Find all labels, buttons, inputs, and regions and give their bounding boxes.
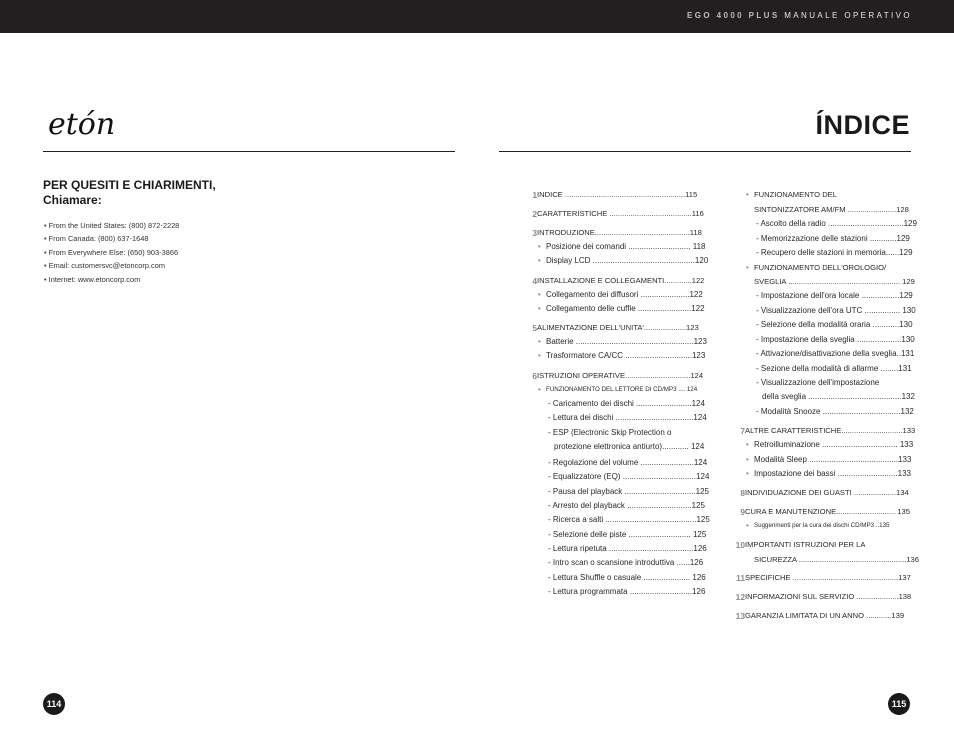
toc-label: CURA E MANUTENZIONE............................ 135 [745,507,910,516]
toc-section-number: 1 [532,190,537,200]
toc-label: ISTRUZIONI OPERATIVE...............................124 [537,371,704,380]
toc-label: - Intro scan o scansione introduttiva ......126 [548,558,704,567]
toc-label: Collegamento delle cuffie ........................122 [546,304,705,313]
toc-label: INFORMAZIONI SUL SERVIZIO ....................138 [745,592,912,601]
toc-label: SVEGLIA ..................................................... 129 [754,277,915,286]
toc-label: - Sezione della modalità di allarme ........131 [756,364,912,373]
contact-heading-line1: PER QUESITI E CHIARIMENTI, [43,178,216,192]
toc-label: CARATTERISTICHE .......................................116 [537,209,704,218]
toc-label: - ESP (Electronic Skip Protection o [548,428,672,437]
toc-label: IMPORTANTI ISTRUZIONI PER LA [745,540,866,549]
toc-label: - Visualizzazione dell'ora UTC ................ 130 [756,306,916,315]
toc-label: FUNZIONAMENTO DELL'OROLOGIO/ [754,263,887,272]
header-model: EGO 4000 PLUS [687,11,780,20]
toc-section-number: 11 [736,573,745,583]
toc-section-number: 12 [735,592,745,602]
toc-label: - Pausa del playback ................................125 [548,487,709,496]
toc-label: - Regolazione del volume ........................124 [548,458,708,467]
toc-label: INDIVIDUAZIONE DEI GUASTI ....................134 [745,488,909,497]
toc-label: - Attivazione/disattivazione della sveglia..131 [756,349,915,358]
eton-logo [46,106,161,142]
toc-label: - Lettura dei dischi ...................................124 [548,413,707,422]
toc-label: Suggerimenti per la cura dei dischi CD/MP3 ..135 [754,522,890,529]
page-title: ÍNDICE [815,110,910,140]
toc-bullet-icon: • [538,256,541,265]
toc-label: - Lettura ripetuta ......................................126 [548,544,707,553]
header-bar [0,0,954,33]
toc-bullet-icon: • [746,469,749,478]
toc-bullet-icon: • [538,290,541,299]
toc-section-number: 9 [740,507,745,517]
toc-label: - Impostazione dell'ora locale .................129 [756,291,913,300]
toc-bullet-icon: • [538,337,541,346]
contact-item: • From the United States: (800) 872-2228 [44,219,179,232]
toc-label: INSTALLAZIONE E COLLEGAMENTI.............122 [537,276,705,285]
toc-bullet-icon: • [746,440,749,449]
toc-label: ALTRE CARATTERISTICHE.............................133 [745,426,916,435]
contact-item: • From Canada: (800) 637-1648 [44,232,179,245]
toc-section-number: 8 [740,488,745,498]
left-rule [43,151,455,152]
toc-label: - Visualizzazione dell'impostazione [756,378,880,387]
toc-label: FUNZIONAMENTO DEL [754,190,837,199]
toc-bullet-icon: • [538,242,541,251]
contact-heading [43,178,303,208]
toc-section-number: 2 [532,209,537,219]
toc-label: - Lettura Shuffle o casuale ..................... 126 [548,573,706,582]
toc-label: Impostazione dei bassi ...........................133 [754,469,911,478]
toc-label: Batterie .....................................................123 [546,337,707,346]
toc-label: della sveglia ..........................................132 [762,392,915,401]
toc-label: SPECIFICHE ..................................................137 [745,573,911,582]
toc-label: Display LCD ..............................................120 [546,256,709,265]
toc-section-number: 6 [532,371,537,381]
toc-label: GARANZIA LIMITATA DI UN ANNO ............139 [745,611,905,620]
contact-heading-line2: Chiamare: [43,193,102,207]
toc-section-number: 5 [532,323,537,333]
page-number-left: 114 [43,693,65,715]
toc-label: - Modalità Snooze ...................................132 [756,407,914,416]
toc-label: INTRODUZIONE.............................................118 [537,228,702,237]
toc-bullet-icon: • [746,190,749,199]
contact-item: • Email: customersvc@etoncorp.com [44,259,179,272]
toc-bullet-icon: • [538,385,541,394]
toc-label: - Lettura programmata ............................126 [548,587,706,596]
toc-label: Posizione dei comandi ............................ 118 [546,242,706,251]
toc-label: INDICE .........................................................115 [537,190,698,199]
toc-label: - Ricerca a salti .........................................125 [548,515,710,524]
toc-label: SICUREZZA ...................................................136 [754,555,919,564]
header-title [687,11,912,20]
toc-section-number: 7 [740,426,745,436]
toc-label: - Ascolto della radio ..................................129 [756,219,917,228]
contact-item: • Internet: www.etoncorp.com [44,273,179,286]
toc-label: Trasformatore CA/CC ..............................123 [546,351,706,360]
eton-logo-text: etón [48,107,116,142]
toc-bullet-icon: • [746,263,749,272]
toc-bullet-icon: • [746,521,749,530]
toc-label: - Arresto del playback .............................125 [548,501,705,510]
toc-label: - Impostazione della sveglia ....................130 [756,335,915,344]
toc-section-number: 10 [735,540,745,550]
toc-section-number: 13 [735,611,745,621]
toc-label: FUNZIONAMENTO DEL LETTORE DI CD/MP3 .... 124 [546,386,698,393]
toc-label: Modalità Sleep ........................................133 [754,455,912,464]
right-rule [499,151,911,152]
toc-label: - Selezione della modalità oraria ............130 [756,320,913,329]
contact-list [44,219,179,286]
toc-label: - Memorizzazione delle stazioni ............129 [756,234,910,243]
toc-bullet-icon: • [746,455,749,464]
toc-label: - Caricamento dei dischi .........................124 [548,399,705,408]
toc-label: SINTONIZZATORE AM/FM .......................128 [754,205,909,214]
toc-section-number: 4 [532,276,537,286]
toc-label: ALIMENTAZIONE DELL'UNITA'....................123 [537,323,699,332]
toc-section-number: 3 [532,228,537,238]
contact-item: • From Everywhere Else: (650) 903-3866 [44,246,179,259]
toc-label: protezione elettronica antiurto)............ 124 [554,442,705,451]
toc-bullet-icon: • [538,351,541,360]
toc-label: - Recupero delle stazioni in memoria......129 [756,248,913,257]
toc-label: - Equalizzatore (EQ) .................................124 [548,472,710,481]
page-number-right: 115 [888,693,910,715]
toc-label: Collegamento dei diffusori ......................122 [546,290,703,299]
toc-bullet-icon: • [538,304,541,313]
toc-label: - Selezione delle piste ............................ 125 [548,530,707,539]
header-manual: MANUALE OPERATIVO [784,11,912,20]
toc-label: Retroilluminazione .................................. 133 [754,440,914,449]
